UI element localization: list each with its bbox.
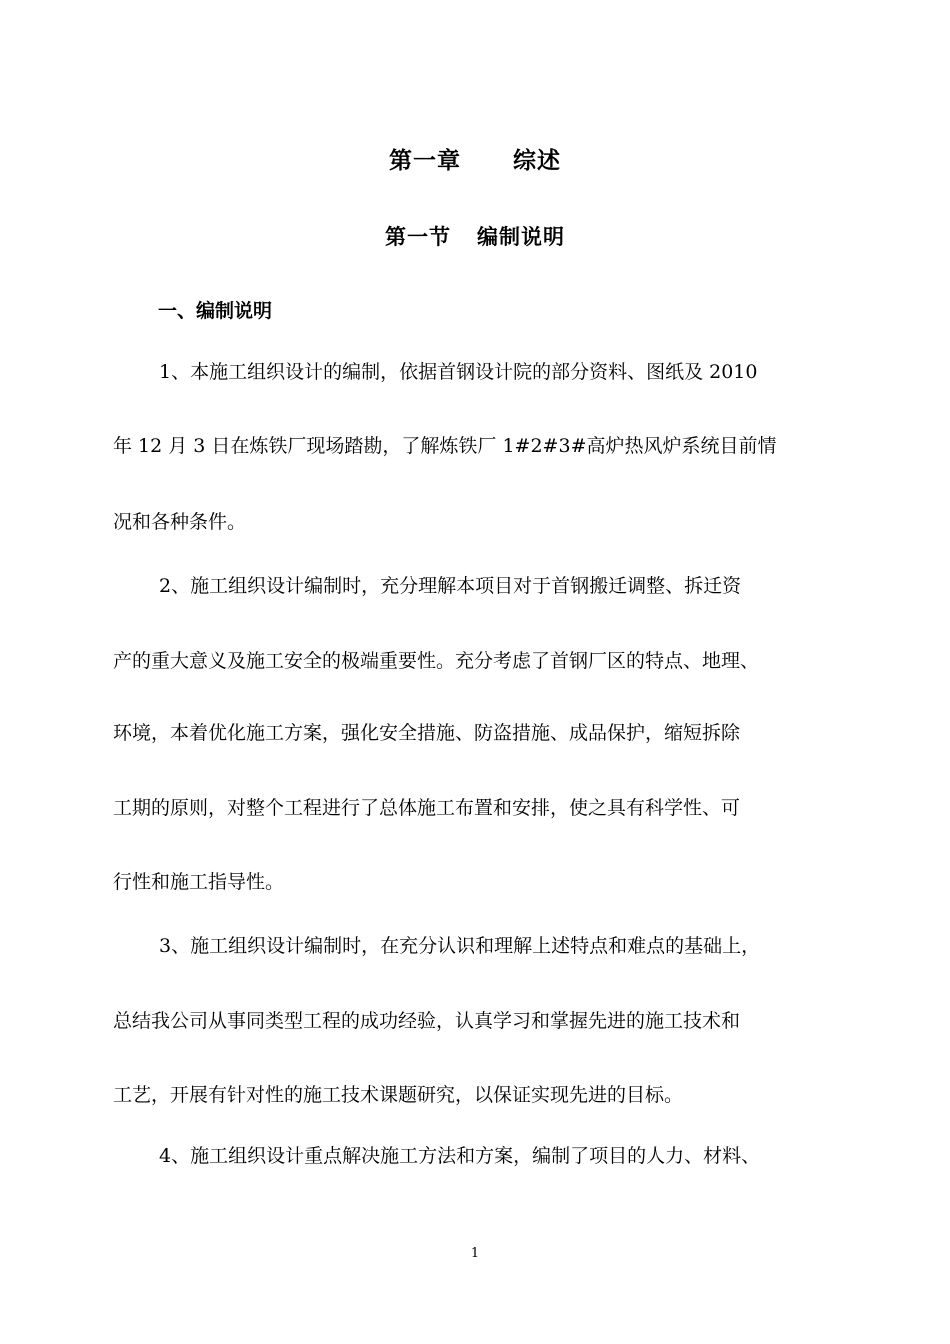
paragraph-2-line-4: 工期的原则，对整个工程进行了总体施工布置和安排，使之具有科学性、可	[113, 797, 741, 819]
chapter-name: 综述	[513, 148, 561, 174]
subheading: 一、编制说明	[158, 300, 273, 322]
paragraph-2-line-1: 2、施工组织设计编制时，充分理解本项目对于首钢搬迁调整、拆迁资	[159, 575, 742, 597]
paragraph-1-line-1: 1、本施工组织设计的编制，依据首钢设计院的部分资料、图纸及 2010	[159, 361, 758, 383]
paragraph-3-line-1: 3、施工组织设计编制时，在充分认识和理解上述特点和难点的基础上，	[159, 935, 761, 957]
page-number: 1	[470, 1246, 480, 1261]
paragraph-4-line-1: 4、施工组织设计重点解决施工方法和方案，编制了项目的人力、材料、	[159, 1145, 761, 1167]
paragraph-3-line-3: 工艺，开展有针对性的施工技术课题研究，以保证实现先进的目标。	[113, 1084, 684, 1106]
paragraph-2-line-5: 行性和施工指导性。	[113, 871, 285, 893]
paragraph-2-line-2: 产的重大意义及施工安全的极端重要性。充分考虑了首钢厂区的特点、地理、	[113, 650, 760, 672]
paragraph-1-line-2: 年 12 月 3 日在炼铁厂现场踏勘，了解炼铁厂 1#2#3#高炉热风炉系统目前情	[113, 435, 777, 457]
chapter-title	[0, 142, 950, 175]
section-title	[0, 221, 950, 251]
section-label: 第一节	[385, 225, 451, 249]
chapter-label: 第一章	[389, 148, 461, 174]
paragraph-2-line-3: 环境，本着优化施工方案，强化安全措施、防盗措施、成品保护，缩短拆除	[113, 722, 741, 744]
section-name: 编制说明	[477, 225, 565, 249]
paragraph-1-line-3: 况和各种条件。	[113, 511, 247, 533]
paragraph-3-line-2: 总结我公司从事同类型工程的成功经验，认真学习和掌握先进的施工技术和	[113, 1010, 741, 1032]
